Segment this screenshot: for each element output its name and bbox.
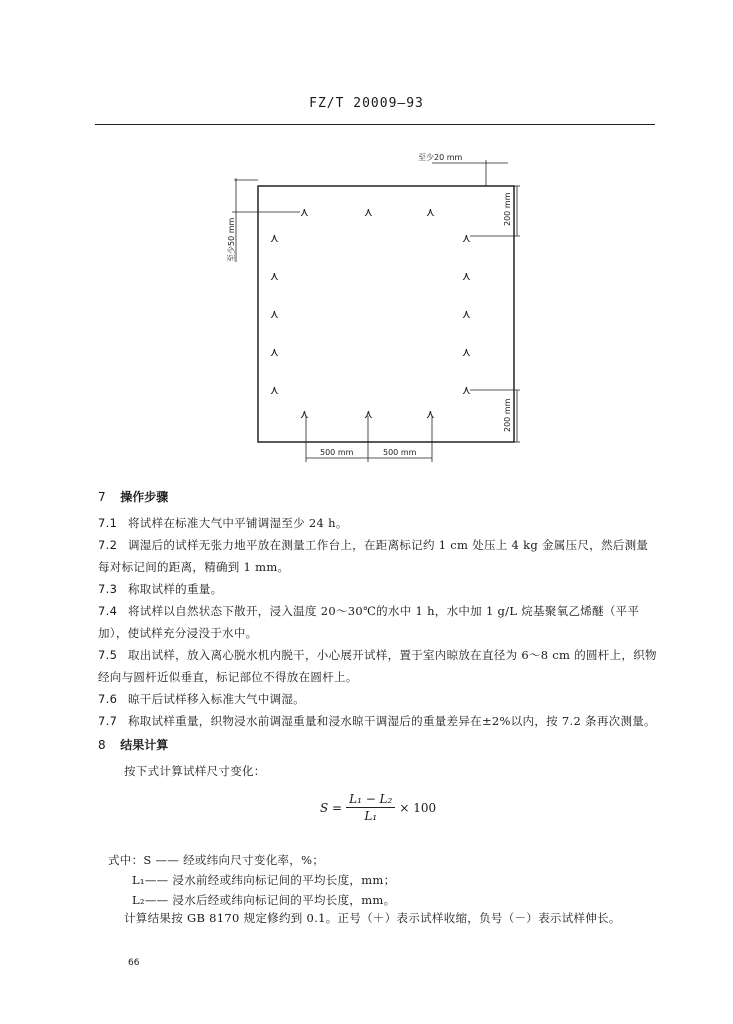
step-number: 7.7 (98, 714, 118, 728)
specimen-marking-diagram (0, 0, 733, 480)
mark: ⋏ (462, 383, 471, 397)
step-text: 称取试样的重量。 (127, 582, 223, 596)
step-text: 称取试样重量，织物浸水前调湿重量和浸水晾干调湿后的重量差异在±2%以内，按 7.2 条再次测量。 (127, 714, 656, 728)
dim-label-top-right: 至少20 mm (418, 153, 463, 162)
dim-label-right-bottom: 200 mm (503, 398, 512, 432)
formula-intro: 按下式计算试样尺寸变化： (124, 764, 266, 778)
mark: ⋏ (300, 205, 309, 219)
step-7-1 (98, 512, 658, 534)
formula-denominator: L₁ (364, 809, 378, 823)
where-line-s: 式中：S —— 经或纬向尺寸变化率，%； (108, 853, 325, 867)
formula-numerator: L₁ − L₂ (346, 792, 395, 808)
step-text: 晾干后试样移入标准大气中调湿。 (127, 692, 305, 706)
step-7-2 (98, 534, 658, 578)
section-number: 8 (98, 738, 106, 752)
section-7-title (98, 488, 168, 505)
step-text: 调湿后的试样无张力地平放在测量工作台上，在距离标记约 1 cm 处压上 4 kg 金属压尺，然后测量每对标记间的距离，精确到 1 mm。 (98, 538, 649, 574)
step-7-6 (98, 688, 658, 710)
mark: ⋏ (426, 205, 435, 219)
mark: ⋏ (270, 269, 279, 283)
formula-tail: × 100 (399, 800, 437, 815)
mark: ⋏ (462, 269, 471, 283)
where-line-l1: L₁—— 浸水前经或纬向标记间的平均长度，mm； (132, 873, 396, 887)
mark: ⋏ (462, 345, 471, 359)
step-number: 7.2 (98, 538, 118, 552)
mark: ⋏ (462, 231, 471, 245)
size-change-formula (320, 792, 436, 823)
formula-lhs: S = (320, 800, 343, 815)
step-number: 7.6 (98, 692, 118, 706)
mark: ⋏ (270, 345, 279, 359)
mark: ⋏ (300, 407, 309, 421)
step-text: 将试样在标准大气中平铺调湿至少 24 h。 (127, 516, 348, 530)
specimen-marks (270, 205, 471, 421)
section-8-title (98, 736, 168, 753)
section-number: 7 (98, 490, 106, 504)
mark: ⋏ (364, 205, 373, 219)
specimen-outline (258, 186, 514, 442)
page-number: 66 (128, 958, 140, 968)
dim-label-right-top: 200 mm (503, 192, 512, 226)
step-text: 取出试样，放入离心脱水机内脱干，小心展开试样，置于室内晾放在直径为 6～8 cm 的圆杆上，织物经向与圆杆近似垂直，标记部位不得放在圆杆上。 (98, 648, 657, 684)
mark: ⋏ (426, 407, 435, 421)
where-line-l2: L₂—— 浸水后经或纬向标记间的平均长度，mm。 (132, 893, 396, 907)
dim-label-bottom-left: 500 mm (320, 448, 354, 457)
step-number: 7.1 (98, 516, 118, 530)
step-7-3 (98, 578, 658, 600)
step-7-4 (98, 600, 658, 644)
dim-label-left: 至少50 mm (227, 217, 236, 262)
dim-label-bottom-right: 500 mm (383, 448, 417, 457)
step-7-7 (98, 710, 658, 732)
section-title-text: 操作步骤 (120, 490, 169, 504)
mark: ⋏ (462, 307, 471, 321)
mark: ⋏ (270, 307, 279, 321)
section-title-text: 结果计算 (120, 738, 169, 752)
mark: ⋏ (270, 231, 279, 245)
formula-fraction (346, 792, 395, 823)
mark: ⋏ (270, 383, 279, 397)
document-header-code: FZ/T 20009—93 (309, 96, 424, 111)
step-number: 7.5 (98, 648, 118, 662)
step-number: 7.3 (98, 582, 118, 596)
step-number: 7.4 (98, 604, 118, 618)
mark: ⋏ (364, 407, 373, 421)
rounding-note: 计算结果按 GB 8170 规定修约到 0.1。正号（＋）表示试样收缩，负号（－）表示试样伸长。 (124, 911, 621, 925)
step-text: 将试样以自然状态下散开，浸入温度 20～30℃的水中 1 h，水中加 1 g/L 烷基聚氧乙烯醚（平平加），使试样充分浸没于水中。 (98, 604, 640, 640)
step-7-5 (98, 644, 658, 688)
